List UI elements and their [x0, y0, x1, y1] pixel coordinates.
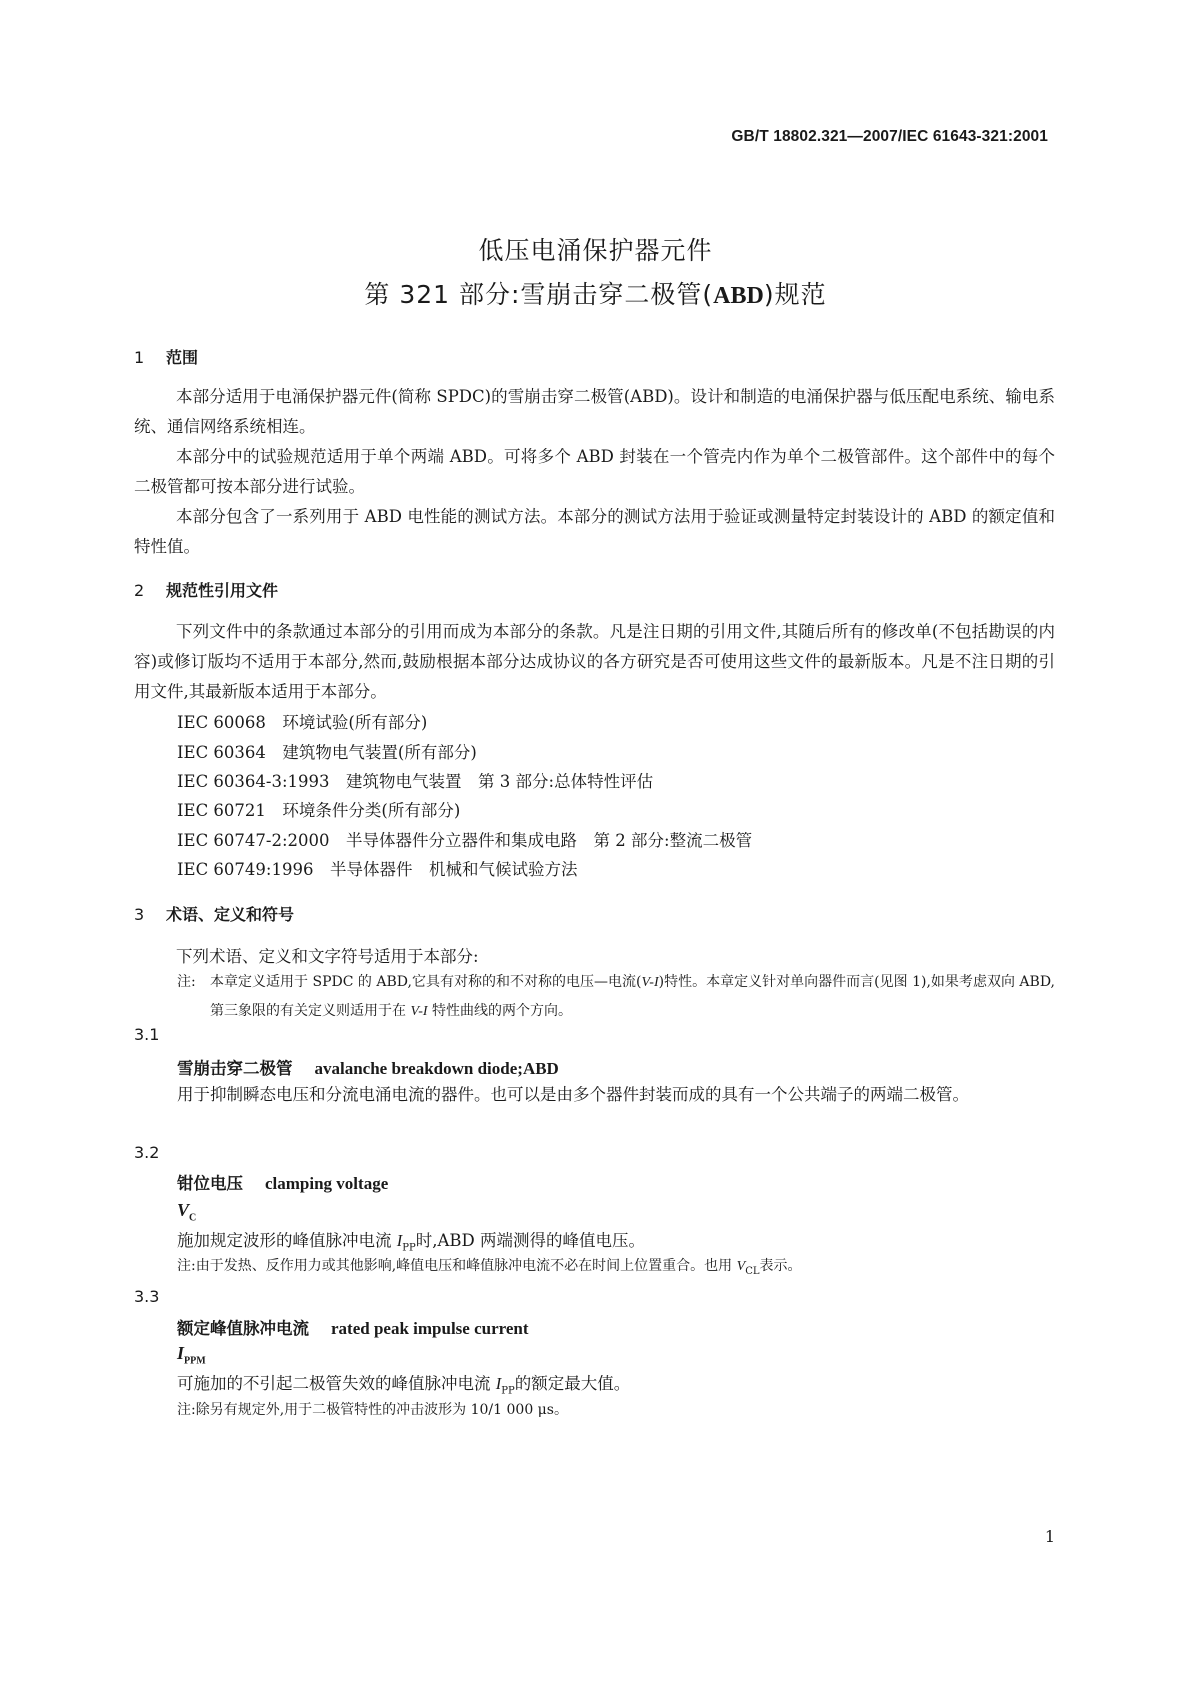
reference-item — [177, 827, 752, 851]
note-body — [177, 1252, 1055, 1286]
symbol-subscript: C — [189, 1212, 197, 1224]
note-text: 注:除另有规定外,用于二极管特性的冲击波形为 10/1 000 μs。 — [177, 1402, 568, 1418]
vi-symbol: V-I — [641, 975, 659, 990]
section-title: 术语、定义和符号 — [166, 905, 295, 924]
term-symbol — [177, 1343, 206, 1367]
section-number: 1 — [134, 348, 145, 367]
terms-intro: 下列术语、定义和文字符号适用于本部分: — [176, 947, 479, 966]
terms-note — [177, 968, 1055, 1026]
vi-symbol: V-I — [410, 1004, 428, 1019]
section-heading-2 — [134, 578, 278, 601]
page-number: 1 — [1044, 1527, 1055, 1546]
note-variable-sub: CL — [745, 1265, 760, 1277]
def-variable-sub: PP — [402, 1242, 416, 1254]
note-text: 注:由于发热、反作用力或其他影响,峰值电压和峰值脉冲电流不必在时间上位置重合。也用 — [177, 1258, 737, 1274]
symbol-subscript: PPM — [184, 1355, 206, 1367]
term-heading — [177, 1170, 388, 1194]
note-text: )特性。本章定义针对单向器件而言(见图 1),如果考虑双向 ABD,第三象限的有关定义则适用于在 — [210, 974, 1055, 1019]
reference-code: IEC 60721 — [177, 801, 266, 820]
term-zh: 钳位电压 — [177, 1174, 243, 1193]
reference-title: 半导体器件分立器件和集成电路 第 2 部分:整流二极管 — [346, 831, 753, 850]
term-note — [177, 1396, 1055, 1425]
term-zh: 雪崩击穿二极管 — [177, 1059, 293, 1078]
term-symbol — [177, 1200, 196, 1224]
reference-code: IEC 60749:1996 — [177, 860, 314, 879]
def-text: 施加规定波形的峰值脉冲电流 — [177, 1231, 397, 1250]
def-text: 的额定最大值。 — [514, 1374, 631, 1393]
standard-code: GB/T 18802.321—2007/IEC 61643-321:2001 — [731, 128, 1048, 145]
title-suffix: )规范 — [763, 280, 827, 309]
term-en: avalanche breakdown diode;ABD — [314, 1059, 559, 1078]
reference-code: IEC 60747-2:2000 — [177, 831, 330, 850]
term-en: rated peak impulse current — [331, 1319, 529, 1338]
def-text: 可施加的不引起二极管失效的峰值脉冲电流 — [177, 1374, 496, 1393]
note-body — [177, 968, 1055, 1026]
section-heading-1 — [134, 345, 198, 368]
reference-item — [177, 709, 427, 733]
term-en: clamping voltage — [265, 1174, 389, 1193]
def-variable: I — [396, 1231, 403, 1250]
clause-number: 3.3 — [134, 1287, 160, 1306]
scope-paragraph-1: 本部分适用于电涌保护器元件(简称 SPDC)的雪崩击穿二极管(ABD)。设计和制造的电涌保护器与低压配电系统、输电系统、通信网络系统相连。 — [134, 387, 1055, 436]
reference-title: 环境试验(所有部分) — [282, 713, 428, 732]
term-definition: 用于抑制瞬态电压和分流电涌电流的器件。也可以是由多个器件封装而成的具有一个公共端子的两端二极管。 — [177, 1085, 969, 1104]
doc-title-line1: 低压电涌保护器元件 — [478, 236, 713, 265]
term-zh: 额定峰值脉冲电流 — [177, 1319, 309, 1338]
reference-title: 建筑物电气装置 第 3 部分:总体特性评估 — [346, 772, 654, 791]
clause-number: 3.1 — [134, 1025, 160, 1044]
title-prefix: 第 321 部分:雪崩击穿二极管( — [364, 280, 714, 309]
section-title: 范围 — [166, 348, 199, 367]
def-variable-sub: PP — [501, 1385, 515, 1397]
normative-intro: 下列文件中的条款通过本部分的引用而成为本部分的条款。凡是注日期的引用文件,其随后所有的修改单(不包括勘误的内容)或修订版均不适用于本部分,然而,鼓励根据本部分达成协议的各方研究是否可使用这些文件的最新版本。凡是不注日期的引用文件,其最新版本适用于本部分。 — [134, 622, 1055, 701]
note-text: 特性曲线的两个方向。 — [427, 1003, 573, 1019]
title-abbr: ABD — [713, 283, 764, 309]
note-text: 本章定义适用于 SPDC 的 ABD,它具有对称的和不对称的电压—电流( — [210, 974, 642, 990]
reference-title: 环境条件分类(所有部分) — [282, 801, 461, 820]
term-note — [177, 1252, 1055, 1286]
section-number: 2 — [134, 581, 145, 600]
reference-code: IEC 60364-3:1993 — [177, 772, 330, 791]
note-label: 注: — [177, 974, 196, 990]
def-variable: I — [495, 1374, 502, 1393]
section-number: 3 — [134, 905, 145, 924]
term-heading — [177, 1315, 529, 1339]
reference-item — [177, 856, 577, 880]
note-text: 表示。 — [759, 1258, 802, 1274]
reference-code: IEC 60068 — [177, 713, 266, 732]
symbol-letter: I — [177, 1343, 185, 1363]
section-title: 规范性引用文件 — [166, 581, 279, 600]
section-heading-3 — [134, 902, 294, 925]
clause-number: 3.2 — [134, 1143, 160, 1162]
term-heading — [177, 1055, 559, 1079]
reference-item — [177, 739, 477, 763]
scope-paragraph-2: 本部分中的试验规范适用于单个两端 ABD。可将多个 ABD 封装在一个管壳内作为单个二极管部件。这个部件中的每个二极管都可按本部分进行试验。 — [134, 447, 1055, 496]
scope-paragraph-3: 本部分包含了一系列用于 ABD 电性能的测试方法。本部分的测试方法用于验证或测量特定封装设计的 ABD 的额定值和特性值。 — [134, 507, 1055, 556]
symbol-letter: V — [177, 1200, 190, 1220]
reference-item — [177, 768, 653, 792]
reference-item — [177, 797, 460, 821]
note-variable: V — [736, 1259, 746, 1274]
doc-title-line2 — [0, 275, 1191, 311]
reference-title: 建筑物电气装置(所有部分) — [282, 743, 477, 762]
reference-code: IEC 60364 — [177, 743, 266, 762]
reference-title: 半导体器件 机械和气候试验方法 — [329, 860, 578, 879]
def-text: 时,ABD 两端测得的峰值电压。 — [415, 1231, 645, 1250]
